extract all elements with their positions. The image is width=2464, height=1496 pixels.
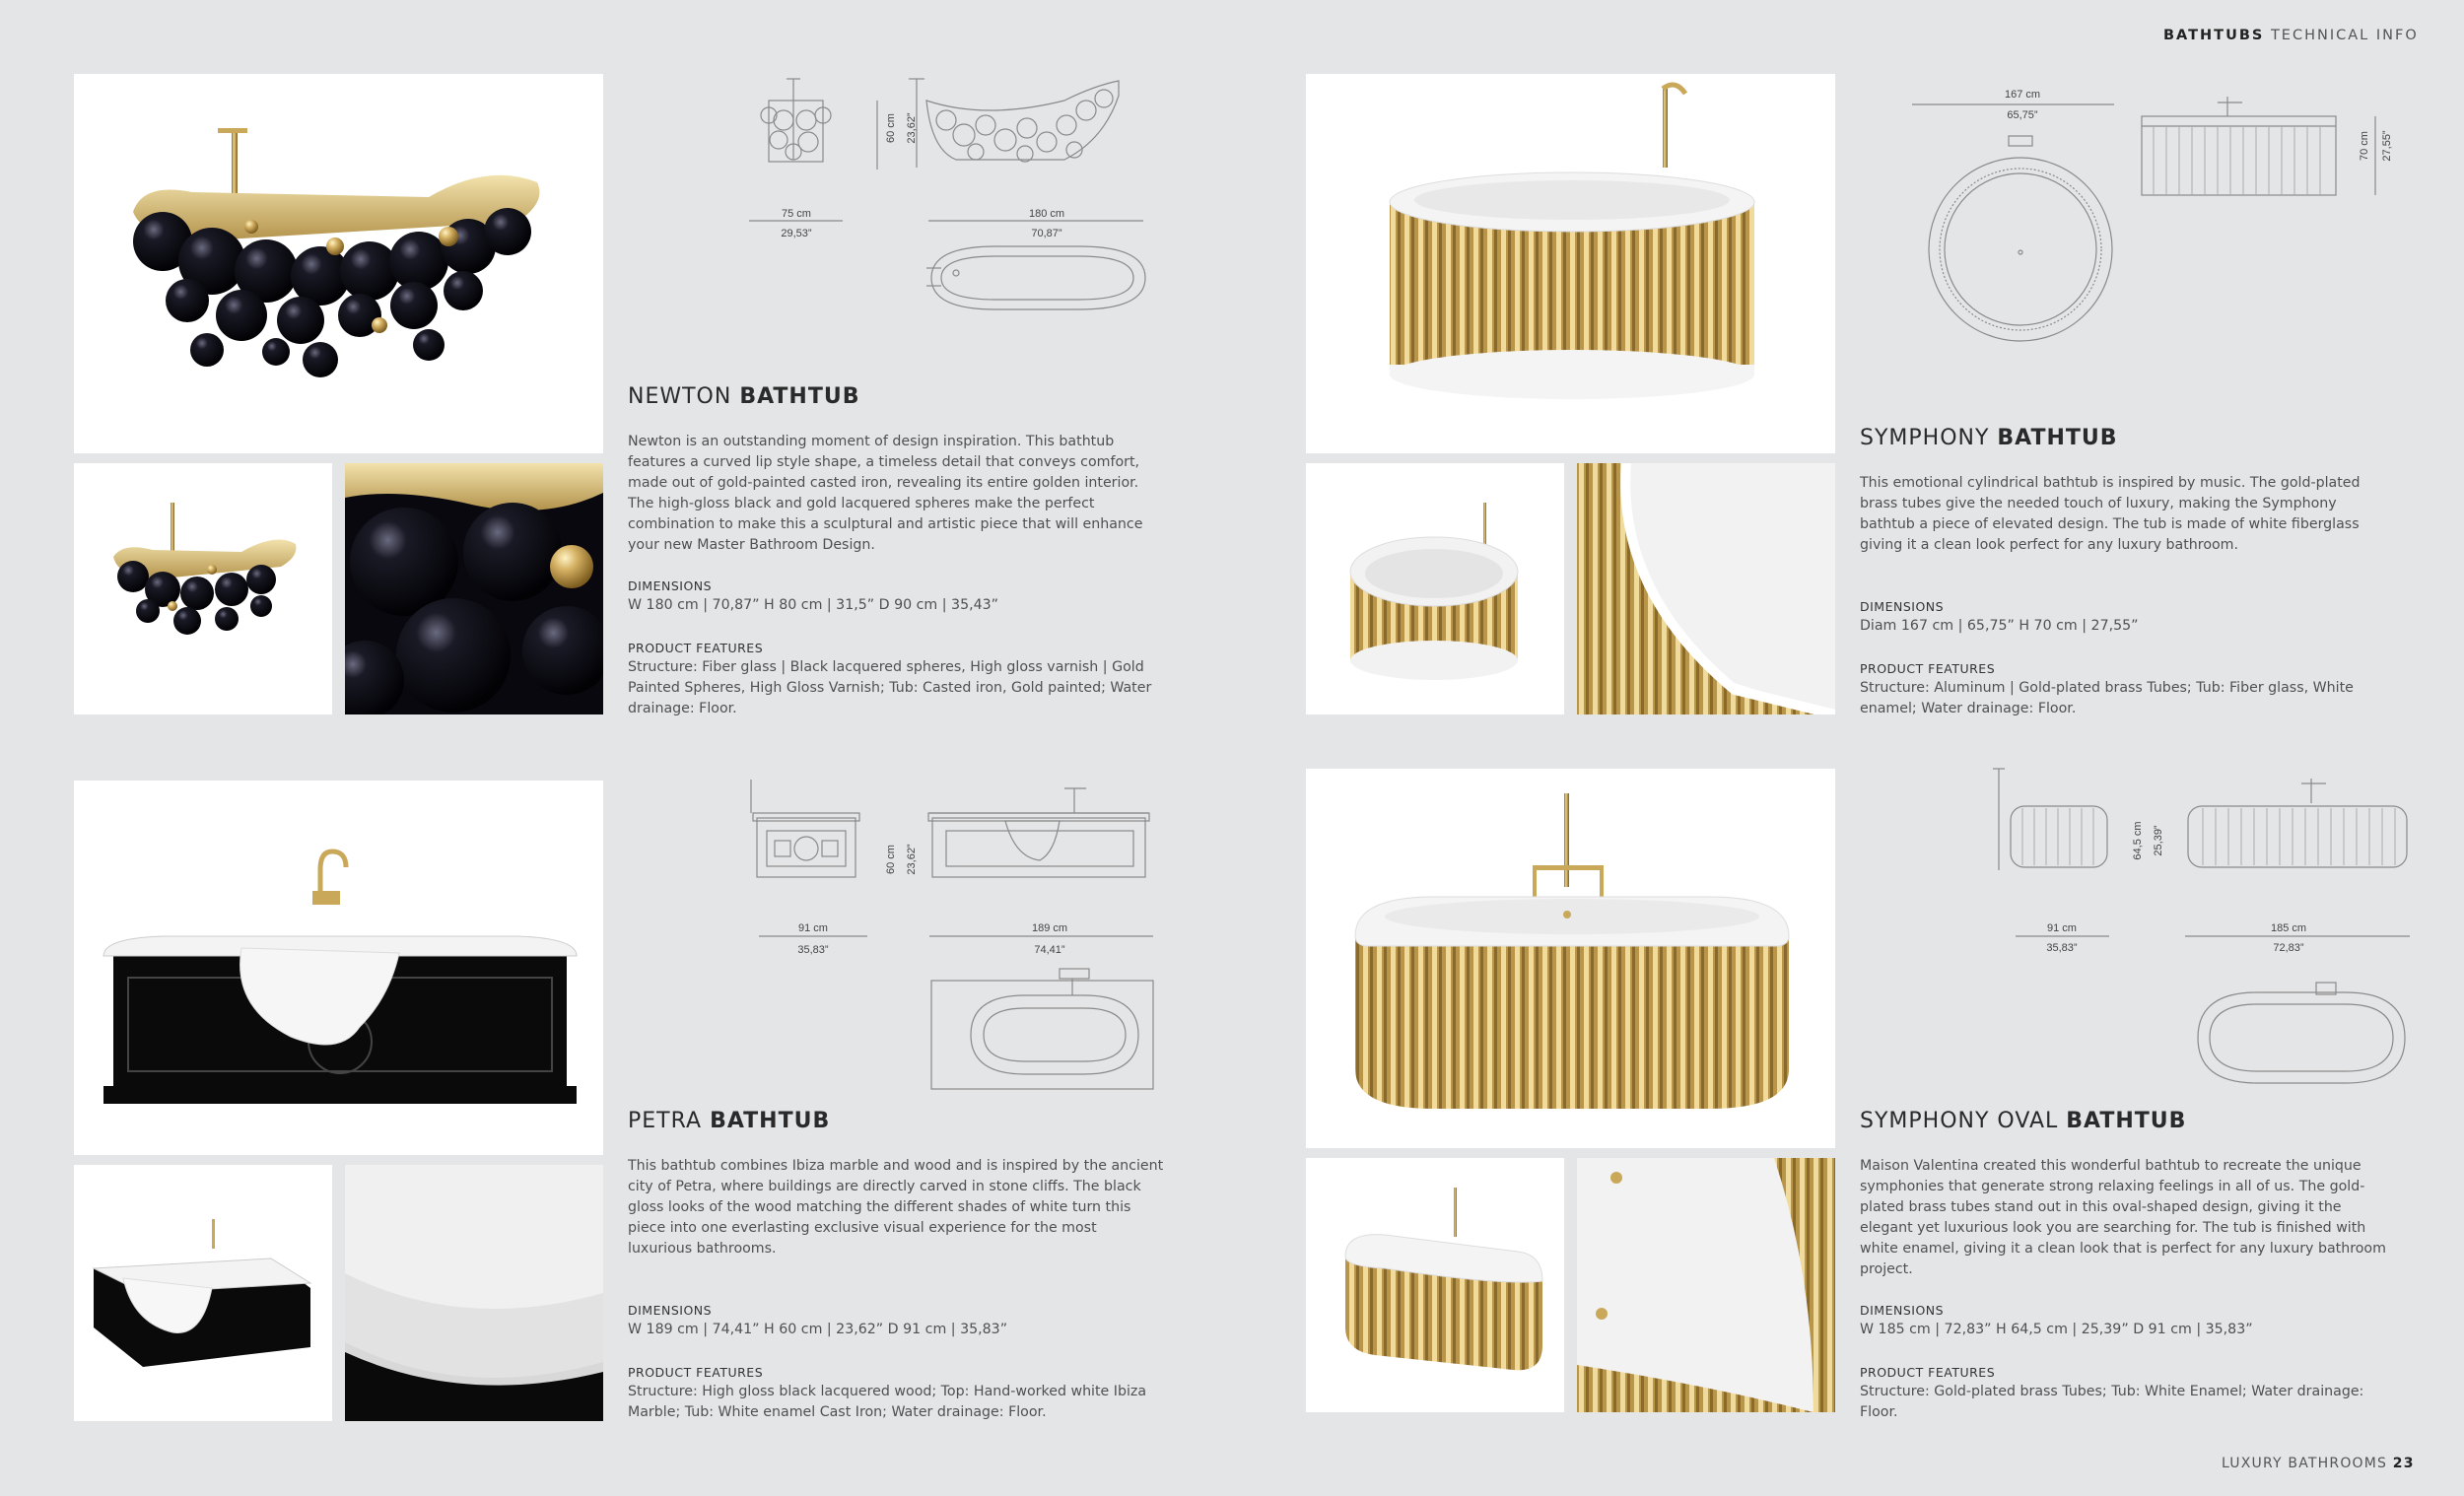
symphony-oval-title-bold: BATHTUB xyxy=(2066,1109,2187,1133)
symphony-diameter-in: 65,75” xyxy=(2007,109,2038,121)
newton-detail-photo xyxy=(345,463,603,714)
symphony-main-photo xyxy=(1306,74,1835,453)
newton-features-label: PRODUCT FEATURES xyxy=(628,641,764,655)
petra-width-in: 35,83” xyxy=(797,944,829,956)
newton-title-light: NEWTON xyxy=(628,384,732,409)
symphony-detail-photo xyxy=(1577,463,1835,714)
newton-dimensions-label: DIMENSIONS xyxy=(628,578,713,593)
newton-width-cm: 75 cm xyxy=(782,208,811,220)
symphony-features: Structure: Aluminum | Gold-plated brass Tubes; Tub: Fiber glass, White enamel; Water drainage: Floor. xyxy=(1860,680,2354,716)
newton-height-in: 23,62” xyxy=(906,112,918,144)
petra-length-cm: 189 cm xyxy=(1031,922,1068,934)
symphony-oval-height-cm: 64,5 cm xyxy=(2132,821,2144,860)
page-header xyxy=(2163,28,2419,43)
symphony-title-bold: BATHTUB xyxy=(1997,426,2118,450)
petra-side-photo xyxy=(74,1165,332,1421)
petra-features: Structure: High gloss black lacquered wood; Top: Hand-worked white Ibiza Marble; Tub: White enamel Cast Iron; Water drainage: Floor. xyxy=(628,1384,1147,1420)
symphony-oval-detail-photo xyxy=(1577,1158,1835,1412)
newton-dimensions: W 180 cm | 70,87” H 80 cm | 31,5” D 90 cm | 35,43” xyxy=(628,597,999,613)
newton-technical-drawing xyxy=(739,71,1163,347)
symphony-description: This emotional cylindrical bathtub is inspired by music. The gold-plated brass tubes give the needed touch of luxury, making the Symphony bathtub a piece of elevated design. The tub is made of white fiberglass giving it a clean look perfect for any luxury bathroom. xyxy=(1860,475,2361,553)
petra-title xyxy=(628,1109,830,1133)
symphony-oval-technical-drawing xyxy=(1991,764,2425,1099)
symphony-oval-features-label: PRODUCT FEATURES xyxy=(1860,1365,1996,1380)
header-subsection: TECHNICAL INFO xyxy=(2270,28,2419,43)
symphony-oval-height-in: 25,39” xyxy=(2153,825,2164,856)
petra-height-cm: 60 cm xyxy=(885,845,897,874)
petra-main-photo xyxy=(74,781,603,1155)
petra-height-in: 23,62” xyxy=(906,844,918,875)
petra-features-label: PRODUCT FEATURES xyxy=(628,1365,764,1380)
petra-dimensions: W 189 cm | 74,41” H 60 cm | 23,62” D 91 cm | 35,83” xyxy=(628,1322,1008,1337)
newton-length-cm: 180 cm xyxy=(1028,208,1065,220)
petra-dimensions-label: DIMENSIONS xyxy=(628,1303,713,1318)
page-footer xyxy=(2222,1456,2415,1471)
symphony-oval-title xyxy=(1860,1109,2186,1133)
newton-height-cm: 60 cm xyxy=(885,113,897,143)
symphony-technical-drawing xyxy=(1902,79,2415,355)
symphony-oval-width-cm: 91 cm xyxy=(2047,922,2077,934)
petra-width-cm: 91 cm xyxy=(798,922,828,934)
symphony-dimensions: Diam 167 cm | 65,75” H 70 cm | 27,55” xyxy=(1860,618,2139,634)
page-number: 23 xyxy=(2392,1456,2415,1471)
symphony-oval-width-in: 35,83” xyxy=(2046,942,2078,954)
footer-label: LUXURY BATHROOMS xyxy=(2222,1456,2388,1471)
petra-length-in: 74,41” xyxy=(1034,944,1065,956)
petra-detail-photo xyxy=(345,1165,603,1421)
symphony-diameter-cm: 167 cm xyxy=(2004,89,2041,101)
symphony-side-photo xyxy=(1306,463,1564,714)
newton-main-photo xyxy=(74,74,603,453)
newton-title xyxy=(628,384,859,409)
newton-title-bold: BATHTUB xyxy=(739,384,860,409)
symphony-oval-dimensions-label: DIMENSIONS xyxy=(1860,1303,1945,1318)
symphony-height-in: 27,55” xyxy=(2381,130,2393,162)
symphony-oval-title-light: SYMPHONY OVAL xyxy=(1860,1109,2059,1133)
newton-side-photo xyxy=(74,463,332,714)
newton-length-in: 70,87” xyxy=(1031,228,1062,239)
symphony-oval-main-photo xyxy=(1306,769,1835,1148)
symphony-dimensions-label: DIMENSIONS xyxy=(1860,599,1945,614)
symphony-oval-dimensions: W 185 cm | 72,83” H 64,5 cm | 25,39” D 91 cm | 35,83” xyxy=(1860,1322,2253,1337)
newton-description: Newton is an outstanding moment of design inspiration. This bathtub features a curved lip style shape, a timeless detail that conveys comfort, made out of gold-painted casted iron, revealing its entire golden interior. The high-gloss black and gold lacquered spheres make the perfect combination to make this a sculptural and artistic piece that will enhance your new Master Bathroom Design. xyxy=(628,434,1143,553)
symphony-title-light: SYMPHONY xyxy=(1860,426,1990,450)
petra-title-bold: BATHTUB xyxy=(710,1109,831,1133)
petra-title-light: PETRA xyxy=(628,1109,703,1133)
newton-features: Structure: Fiber glass | Black lacquered spheres, High gloss varnish | Gold Painted Spheres, High Gloss Varnish; Tub: Casted iron, Gold painted; Water drainage: Floor. xyxy=(628,659,1152,716)
symphony-oval-side-photo xyxy=(1306,1158,1564,1412)
symphony-oval-length-in: 72,83” xyxy=(2273,942,2304,954)
newton-width-in: 29,53” xyxy=(781,228,812,239)
petra-technical-drawing xyxy=(739,774,1163,1094)
symphony-features-label: PRODUCT FEATURES xyxy=(1860,661,1996,676)
petra-description: This bathtub combines Ibiza marble and wood and is inspired by the ancient city of Petra, where buildings are directly carved in stone cliffs. The black gloss looks of the wood matching the different shades of white turn this piece into one everlasting exclusive visual experience for the most luxurious bathrooms. xyxy=(628,1158,1164,1257)
symphony-height-cm: 70 cm xyxy=(2359,131,2370,161)
symphony-oval-features: Structure: Gold-plated brass Tubes; Tub: White Enamel; Water drainage: Floor. xyxy=(1860,1384,2364,1420)
symphony-oval-description: Maison Valentina created this wonderful bathtub to recreate the unique symphonies that generate strong relaxing feelings in all of us. The gold-plated brass tubes stand out in this oval-shaped design, giving it the elegant yet luxurious look you are searching for. The tub is finished with white enamel, giving it a clean look that is perfect for any luxury bathroom project. xyxy=(1860,1158,2386,1277)
symphony-oval-length-cm: 185 cm xyxy=(2270,922,2307,934)
header-section: BATHTUBS xyxy=(2163,28,2265,43)
symphony-title xyxy=(1860,426,2118,450)
